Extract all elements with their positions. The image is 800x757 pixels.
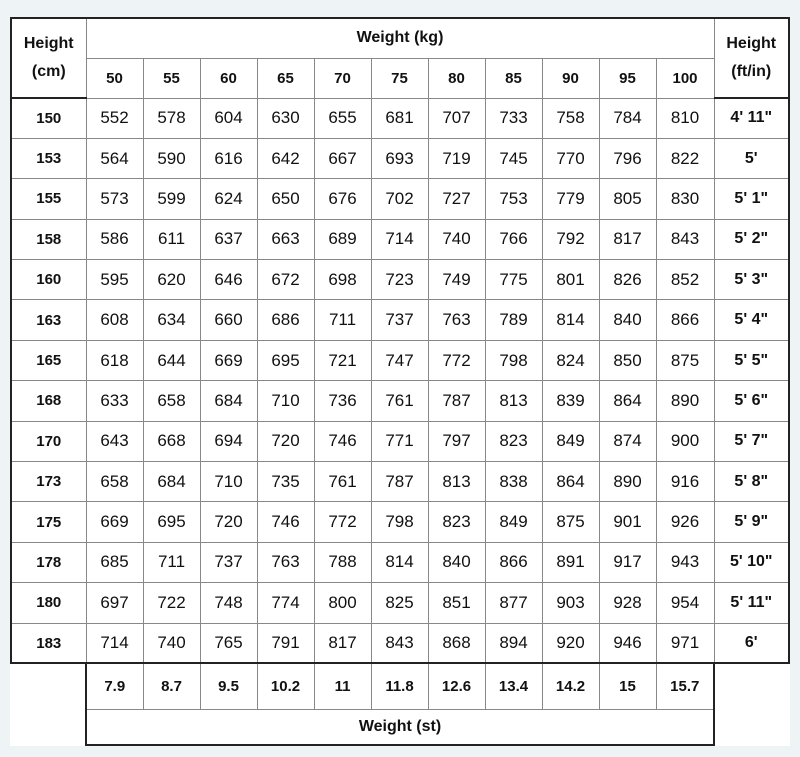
calorie-value-cell: 928 bbox=[599, 583, 656, 623]
calorie-value-cell: 774 bbox=[257, 583, 314, 623]
calorie-value-cell: 737 bbox=[371, 300, 428, 340]
weight-st-cell: 11.8 bbox=[371, 663, 428, 709]
calorie-value-cell: 849 bbox=[485, 502, 542, 542]
calorie-value-cell: 903 bbox=[542, 583, 599, 623]
calorie-value-cell: 733 bbox=[485, 98, 542, 138]
calorie-value-cell: 642 bbox=[257, 138, 314, 178]
calorie-value-cell: 633 bbox=[86, 381, 143, 421]
calorie-value-cell: 694 bbox=[200, 421, 257, 461]
calorie-value-cell: 801 bbox=[542, 260, 599, 300]
height-ftin-cell: 5' 11" bbox=[714, 583, 789, 623]
calorie-value-cell: 784 bbox=[599, 98, 656, 138]
height-ftin-cell: 5' 7" bbox=[714, 421, 789, 461]
calorie-value-cell: 737 bbox=[200, 542, 257, 582]
table-row bbox=[11, 542, 789, 582]
calorie-value-cell: 787 bbox=[428, 381, 485, 421]
calorie-value-cell: 710 bbox=[200, 462, 257, 502]
calorie-value-cell: 685 bbox=[86, 542, 143, 582]
height-cm-cell: 173 bbox=[11, 462, 86, 502]
calorie-value-cell: 644 bbox=[143, 340, 200, 380]
calorie-value-cell: 823 bbox=[485, 421, 542, 461]
bmr-table bbox=[10, 17, 790, 746]
calorie-value-cell: 850 bbox=[599, 340, 656, 380]
height-ftin-cell: 5' 4" bbox=[714, 300, 789, 340]
calorie-value-cell: 714 bbox=[371, 219, 428, 259]
calorie-value-cell: 826 bbox=[599, 260, 656, 300]
height-cm-cell: 178 bbox=[11, 542, 86, 582]
calorie-value-cell: 698 bbox=[314, 260, 371, 300]
height-cm-cell: 165 bbox=[11, 340, 86, 380]
calorie-value-cell: 695 bbox=[143, 502, 200, 542]
height-ftin-header bbox=[714, 18, 789, 98]
calorie-value-cell: 618 bbox=[86, 340, 143, 380]
calorie-value-cell: 720 bbox=[200, 502, 257, 542]
calorie-value-cell: 578 bbox=[143, 98, 200, 138]
calorie-value-cell: 748 bbox=[200, 583, 257, 623]
weight-kg-header: 65 bbox=[257, 58, 314, 98]
calorie-value-cell: 761 bbox=[314, 462, 371, 502]
calorie-value-cell: 805 bbox=[599, 179, 656, 219]
calorie-value-cell: 740 bbox=[428, 219, 485, 259]
calorie-value-cell: 798 bbox=[371, 502, 428, 542]
calorie-value-cell: 901 bbox=[599, 502, 656, 542]
calorie-value-cell: 943 bbox=[656, 542, 714, 582]
calorie-value-cell: 684 bbox=[200, 381, 257, 421]
calorie-value-cell: 822 bbox=[656, 138, 714, 178]
weight-kg-header: 50 bbox=[86, 58, 143, 98]
weight-kg-header: 95 bbox=[599, 58, 656, 98]
calorie-value-cell: 788 bbox=[314, 542, 371, 582]
height-cm-cell: 183 bbox=[11, 623, 86, 663]
height-cm-cell: 175 bbox=[11, 502, 86, 542]
calorie-value-cell: 686 bbox=[257, 300, 314, 340]
calorie-value-cell: 723 bbox=[371, 260, 428, 300]
calorie-value-cell: 917 bbox=[599, 542, 656, 582]
calorie-value-cell: 824 bbox=[542, 340, 599, 380]
calorie-value-cell: 817 bbox=[599, 219, 656, 259]
calorie-value-cell: 792 bbox=[542, 219, 599, 259]
calorie-value-cell: 894 bbox=[485, 623, 542, 663]
calorie-value-cell: 877 bbox=[485, 583, 542, 623]
calorie-value-cell: 789 bbox=[485, 300, 542, 340]
height-cm-header-line2: (cm) bbox=[31, 63, 66, 80]
calorie-value-cell: 798 bbox=[485, 340, 542, 380]
calorie-value-cell: 672 bbox=[257, 260, 314, 300]
height-cm-cell: 153 bbox=[11, 138, 86, 178]
calorie-value-cell: 722 bbox=[143, 583, 200, 623]
calorie-value-cell: 840 bbox=[599, 300, 656, 340]
table-row bbox=[11, 340, 789, 380]
table-row bbox=[11, 421, 789, 461]
calorie-value-cell: 736 bbox=[314, 381, 371, 421]
blank-cell bbox=[714, 663, 789, 709]
height-ftin-cell: 6' bbox=[714, 623, 789, 663]
weight-st-cell: 7.9 bbox=[86, 663, 143, 709]
calorie-value-cell: 775 bbox=[485, 260, 542, 300]
calorie-value-cell: 634 bbox=[143, 300, 200, 340]
weight-kg-header: 80 bbox=[428, 58, 485, 98]
calorie-value-cell: 630 bbox=[257, 98, 314, 138]
calorie-value-cell: 616 bbox=[200, 138, 257, 178]
weight-kg-header: 85 bbox=[485, 58, 542, 98]
calorie-value-cell: 852 bbox=[656, 260, 714, 300]
calorie-value-cell: 971 bbox=[656, 623, 714, 663]
calorie-value-cell: 890 bbox=[656, 381, 714, 421]
height-ftin-cell: 5' 1" bbox=[714, 179, 789, 219]
weight-kg-header: 70 bbox=[314, 58, 371, 98]
blank-cell bbox=[714, 709, 789, 745]
calorie-value-cell: 926 bbox=[656, 502, 714, 542]
table-row bbox=[11, 260, 789, 300]
height-ftin-cell: 5' 5" bbox=[714, 340, 789, 380]
calorie-value-cell: 946 bbox=[599, 623, 656, 663]
calorie-value-cell: 721 bbox=[314, 340, 371, 380]
blank-cell bbox=[11, 663, 86, 709]
calorie-value-cell: 684 bbox=[143, 462, 200, 502]
calorie-value-cell: 851 bbox=[428, 583, 485, 623]
calorie-value-cell: 676 bbox=[314, 179, 371, 219]
calorie-value-cell: 714 bbox=[86, 623, 143, 663]
height-cm-cell: 158 bbox=[11, 219, 86, 259]
calorie-value-cell: 864 bbox=[599, 381, 656, 421]
calorie-value-cell: 813 bbox=[428, 462, 485, 502]
table-row bbox=[11, 179, 789, 219]
height-cm-header-line1: Height bbox=[23, 35, 74, 52]
calorie-value-cell: 771 bbox=[371, 421, 428, 461]
calorie-value-cell: 770 bbox=[542, 138, 599, 178]
height-ftin-cell: 5' 6" bbox=[714, 381, 789, 421]
weight-st-cell: 9.5 bbox=[200, 663, 257, 709]
table-row bbox=[11, 583, 789, 623]
table-row bbox=[11, 300, 789, 340]
height-ftin-cell: 5' 9" bbox=[714, 502, 789, 542]
calorie-value-cell: 900 bbox=[656, 421, 714, 461]
weight-kg-header: 90 bbox=[542, 58, 599, 98]
weight-kg-header: 55 bbox=[143, 58, 200, 98]
calorie-value-cell: 800 bbox=[314, 583, 371, 623]
height-ftin-cell: 4' 11" bbox=[714, 98, 789, 138]
calorie-value-cell: 552 bbox=[86, 98, 143, 138]
calorie-value-cell: 864 bbox=[542, 462, 599, 502]
weight-st-cell: 10.2 bbox=[257, 663, 314, 709]
calorie-value-cell: 791 bbox=[257, 623, 314, 663]
calorie-value-cell: 830 bbox=[656, 179, 714, 219]
calorie-value-cell: 916 bbox=[656, 462, 714, 502]
calorie-value-cell: 573 bbox=[86, 179, 143, 219]
calorie-value-cell: 849 bbox=[542, 421, 599, 461]
calorie-value-cell: 669 bbox=[200, 340, 257, 380]
height-cm-cell: 160 bbox=[11, 260, 86, 300]
calorie-value-cell: 564 bbox=[86, 138, 143, 178]
calorie-value-cell: 719 bbox=[428, 138, 485, 178]
weight-st-cell: 8.7 bbox=[143, 663, 200, 709]
weight-st-title: Weight (st) bbox=[86, 709, 714, 745]
calorie-value-cell: 663 bbox=[257, 219, 314, 259]
calorie-value-cell: 695 bbox=[257, 340, 314, 380]
calorie-value-cell: 749 bbox=[428, 260, 485, 300]
calorie-value-cell: 658 bbox=[86, 462, 143, 502]
calorie-value-cell: 843 bbox=[656, 219, 714, 259]
weight-kg-row bbox=[11, 58, 789, 98]
calorie-value-cell: 890 bbox=[599, 462, 656, 502]
calorie-value-cell: 761 bbox=[371, 381, 428, 421]
height-ftin-cell: 5' 8" bbox=[714, 462, 789, 502]
calorie-value-cell: 747 bbox=[371, 340, 428, 380]
calorie-value-cell: 838 bbox=[485, 462, 542, 502]
weight-st-cell: 13.4 bbox=[485, 663, 542, 709]
calorie-value-cell: 693 bbox=[371, 138, 428, 178]
calorie-value-cell: 710 bbox=[257, 381, 314, 421]
calorie-value-cell: 668 bbox=[143, 421, 200, 461]
table-row bbox=[11, 462, 789, 502]
calorie-value-cell: 763 bbox=[428, 300, 485, 340]
calorie-value-cell: 669 bbox=[86, 502, 143, 542]
table-body bbox=[11, 98, 789, 663]
table-row bbox=[11, 98, 789, 138]
calorie-value-cell: 720 bbox=[257, 421, 314, 461]
calorie-value-cell: 681 bbox=[371, 98, 428, 138]
calorie-value-cell: 866 bbox=[485, 542, 542, 582]
height-cm-cell: 163 bbox=[11, 300, 86, 340]
calorie-value-cell: 814 bbox=[542, 300, 599, 340]
calorie-value-cell: 891 bbox=[542, 542, 599, 582]
calorie-value-cell: 735 bbox=[257, 462, 314, 502]
weight-st-row bbox=[11, 663, 789, 709]
weight-kg-header: 100 bbox=[656, 58, 714, 98]
calorie-value-cell: 763 bbox=[257, 542, 314, 582]
height-ftin-cell: 5' bbox=[714, 138, 789, 178]
height-cm-cell: 150 bbox=[11, 98, 86, 138]
calorie-value-cell: 797 bbox=[428, 421, 485, 461]
weight-kg-header: 60 bbox=[200, 58, 257, 98]
height-ftin-cell: 5' 10" bbox=[714, 542, 789, 582]
blank-cell bbox=[11, 709, 86, 745]
height-cm-cell: 170 bbox=[11, 421, 86, 461]
table-row bbox=[11, 138, 789, 178]
calorie-value-cell: 810 bbox=[656, 98, 714, 138]
weight-st-cell: 15.7 bbox=[656, 663, 714, 709]
table-row bbox=[11, 623, 789, 663]
calorie-value-cell: 758 bbox=[542, 98, 599, 138]
calorie-value-cell: 866 bbox=[656, 300, 714, 340]
height-cm-cell: 155 bbox=[11, 179, 86, 219]
calorie-value-cell: 796 bbox=[599, 138, 656, 178]
calorie-value-cell: 765 bbox=[200, 623, 257, 663]
calorie-value-cell: 875 bbox=[656, 340, 714, 380]
calorie-value-cell: 839 bbox=[542, 381, 599, 421]
calorie-value-cell: 590 bbox=[143, 138, 200, 178]
calorie-value-cell: 740 bbox=[143, 623, 200, 663]
calorie-value-cell: 643 bbox=[86, 421, 143, 461]
calorie-value-cell: 823 bbox=[428, 502, 485, 542]
height-ftin-header-line1: Height bbox=[726, 35, 777, 52]
calorie-value-cell: 868 bbox=[428, 623, 485, 663]
calorie-value-cell: 746 bbox=[314, 421, 371, 461]
weight-st-cell: 12.6 bbox=[428, 663, 485, 709]
calorie-value-cell: 727 bbox=[428, 179, 485, 219]
calorie-value-cell: 711 bbox=[314, 300, 371, 340]
calorie-value-cell: 954 bbox=[656, 583, 714, 623]
calorie-value-cell: 772 bbox=[428, 340, 485, 380]
calorie-value-cell: 875 bbox=[542, 502, 599, 542]
calorie-value-cell: 689 bbox=[314, 219, 371, 259]
calorie-value-cell: 660 bbox=[200, 300, 257, 340]
table-row bbox=[11, 219, 789, 259]
calorie-value-cell: 595 bbox=[86, 260, 143, 300]
calorie-value-cell: 611 bbox=[143, 219, 200, 259]
calorie-value-cell: 840 bbox=[428, 542, 485, 582]
calorie-value-cell: 711 bbox=[143, 542, 200, 582]
calorie-value-cell: 655 bbox=[314, 98, 371, 138]
weight-st-cell: 14.2 bbox=[542, 663, 599, 709]
calorie-value-cell: 843 bbox=[371, 623, 428, 663]
calorie-value-cell: 825 bbox=[371, 583, 428, 623]
calorie-value-cell: 920 bbox=[542, 623, 599, 663]
calorie-value-cell: 779 bbox=[542, 179, 599, 219]
height-cm-cell: 168 bbox=[11, 381, 86, 421]
calorie-value-cell: 658 bbox=[143, 381, 200, 421]
calorie-value-cell: 745 bbox=[485, 138, 542, 178]
calorie-value-cell: 646 bbox=[200, 260, 257, 300]
calorie-value-cell: 608 bbox=[86, 300, 143, 340]
calorie-value-cell: 697 bbox=[86, 583, 143, 623]
calorie-value-cell: 817 bbox=[314, 623, 371, 663]
table-row bbox=[11, 502, 789, 542]
weight-kg-header: 75 bbox=[371, 58, 428, 98]
calorie-value-cell: 650 bbox=[257, 179, 314, 219]
calorie-value-cell: 746 bbox=[257, 502, 314, 542]
weight-kg-title: Weight (kg) bbox=[86, 18, 714, 58]
calorie-value-cell: 604 bbox=[200, 98, 257, 138]
height-cm-cell: 180 bbox=[11, 583, 86, 623]
weight-st-cell: 15 bbox=[599, 663, 656, 709]
calorie-value-cell: 813 bbox=[485, 381, 542, 421]
calorie-value-cell: 707 bbox=[428, 98, 485, 138]
height-ftin-cell: 5' 3" bbox=[714, 260, 789, 300]
calorie-value-cell: 586 bbox=[86, 219, 143, 259]
weight-st-cell: 11 bbox=[314, 663, 371, 709]
calorie-value-cell: 766 bbox=[485, 219, 542, 259]
calorie-value-cell: 702 bbox=[371, 179, 428, 219]
calorie-value-cell: 772 bbox=[314, 502, 371, 542]
calorie-value-cell: 620 bbox=[143, 260, 200, 300]
height-cm-header bbox=[11, 18, 86, 98]
height-ftin-cell: 5' 2" bbox=[714, 219, 789, 259]
calorie-value-cell: 814 bbox=[371, 542, 428, 582]
table-row bbox=[11, 381, 789, 421]
calorie-value-cell: 667 bbox=[314, 138, 371, 178]
calorie-value-cell: 787 bbox=[371, 462, 428, 502]
height-ftin-header-line2: (ft/in) bbox=[731, 63, 772, 80]
calorie-value-cell: 874 bbox=[599, 421, 656, 461]
calorie-value-cell: 753 bbox=[485, 179, 542, 219]
calorie-value-cell: 624 bbox=[200, 179, 257, 219]
calorie-value-cell: 599 bbox=[143, 179, 200, 219]
calorie-value-cell: 637 bbox=[200, 219, 257, 259]
